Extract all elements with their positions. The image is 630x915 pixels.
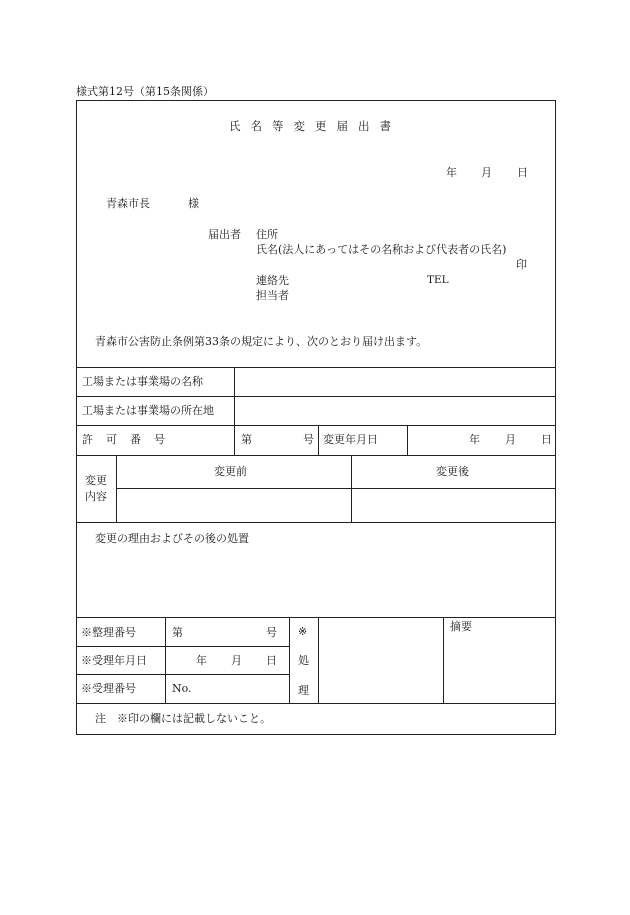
applicant-label: 届出者 (208, 228, 241, 241)
table-line (318, 425, 319, 455)
table-line (351, 455, 352, 522)
table-line (76, 367, 556, 368)
received-number-prefix: No. (172, 682, 192, 695)
applicant-address-label: 住所 (256, 228, 278, 241)
form-frame (76, 100, 556, 735)
table-line (289, 617, 290, 703)
addressee-name: 青森市長 (106, 197, 150, 210)
seal-label: 印 (516, 258, 527, 271)
applicant-person-label: 担当者 (256, 289, 289, 302)
table-line (76, 646, 289, 647)
statement: 青森市公害防止条例第33条の規定により、次のとおり届け出ます。 (95, 335, 428, 348)
applicant-tel-label: TEL (427, 274, 449, 286)
table-line (76, 455, 556, 456)
table-line (76, 522, 556, 523)
processing-label-2: 理 (298, 684, 309, 697)
change-date-month: 月 (505, 433, 516, 446)
table-line (76, 396, 556, 397)
factory-location-label: 工場または事業場の所在地 (82, 404, 214, 417)
after-label: 変更後 (436, 465, 469, 478)
table-line (116, 488, 556, 489)
form-title: 氏名等変更届出書 (229, 119, 401, 133)
date-year-label: 年 (446, 166, 457, 179)
processing-label-mark: ※ (298, 625, 308, 638)
table-line (76, 674, 289, 675)
table-line (76, 703, 556, 704)
ref-prefix: 第 (172, 626, 183, 639)
change-content-label-1: 変更 (85, 474, 107, 487)
change-date-label: 変更年月日 (323, 433, 378, 446)
applicant-name-label: 氏名(法人にあってはその名称および代表者の氏名) (256, 243, 507, 256)
table-line (116, 455, 117, 522)
applicant-contact-label: 連絡先 (256, 274, 289, 287)
change-date-day: 日 (541, 433, 552, 446)
change-date-year: 年 (469, 433, 480, 446)
table-line (407, 425, 408, 455)
received-date-day: 日 (266, 654, 277, 667)
received-number-label: ※受理番号 (81, 682, 136, 695)
note: 注 ※印の欄には記載しないこと。 (95, 712, 271, 725)
table-line (318, 617, 319, 703)
table-line (76, 617, 556, 618)
received-date-year: 年 (196, 654, 207, 667)
before-label: 変更前 (214, 465, 247, 478)
table-line (76, 425, 556, 426)
processing-label-1: 処 (298, 654, 309, 667)
reason-label: 変更の理由およびその後の処置 (95, 532, 249, 545)
factory-name-label: 工場または事業場の名称 (82, 375, 203, 388)
permit-no-prefix: 第 (241, 433, 252, 446)
table-line (234, 367, 235, 455)
received-date-month: 月 (231, 654, 242, 667)
remarks-label: 摘要 (450, 620, 472, 633)
date-month-label: 月 (481, 166, 492, 179)
ref-number-label: ※整理番号 (81, 626, 136, 639)
form-number: 様式第12号（第15条関係） (76, 85, 214, 98)
date-day-label: 日 (517, 166, 528, 179)
received-date-label: ※受理年月日 (81, 654, 147, 667)
permit-number-label: 許可番号 (82, 433, 178, 446)
addressee-honorific: 様 (188, 197, 199, 210)
change-content-label-2: 内容 (85, 490, 107, 503)
permit-no-suffix: 号 (303, 433, 314, 446)
table-line (443, 617, 444, 703)
table-line (165, 617, 166, 703)
ref-suffix: 号 (266, 626, 277, 639)
